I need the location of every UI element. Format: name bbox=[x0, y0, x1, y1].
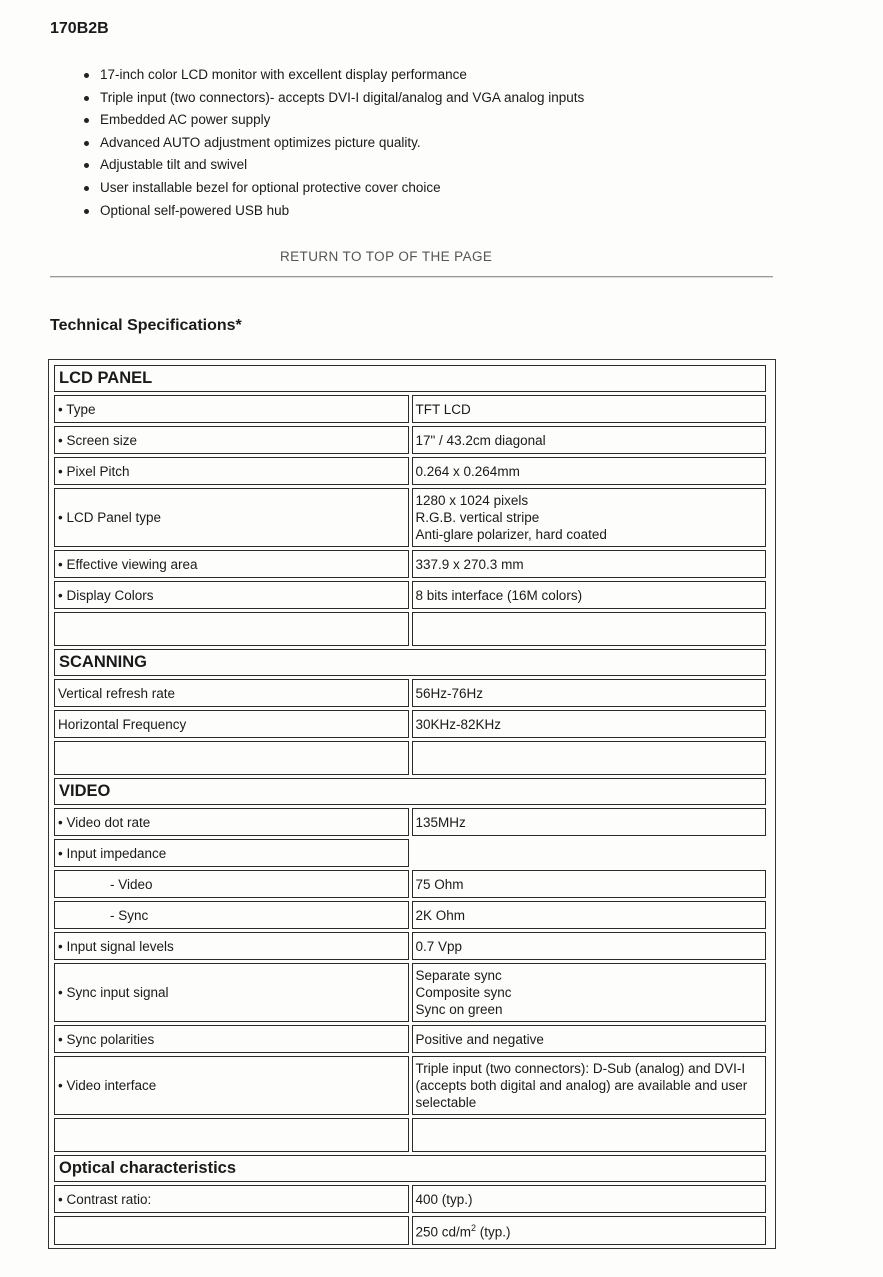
spec-label: • LCD Panel type bbox=[54, 488, 409, 547]
spec-row bbox=[54, 1216, 766, 1245]
spec-value: 400 (typ.) bbox=[412, 1185, 767, 1213]
spec-row bbox=[54, 457, 766, 485]
spec-row bbox=[54, 581, 766, 609]
spec-value: 56Hz-76Hz bbox=[412, 679, 767, 707]
spacer-row bbox=[54, 741, 766, 775]
spec-label: • Pixel Pitch bbox=[54, 457, 409, 485]
empty-cell bbox=[54, 741, 409, 775]
empty-cell bbox=[54, 1118, 409, 1152]
spec-row bbox=[54, 1056, 766, 1115]
model-title: 170B2B bbox=[50, 20, 109, 37]
spacer-row bbox=[54, 612, 766, 646]
specs-heading: Technical Specifications* bbox=[50, 317, 242, 334]
spec-label: • Contrast ratio: bbox=[54, 1185, 409, 1213]
divider bbox=[50, 276, 773, 278]
spec-label: - Video bbox=[54, 870, 409, 898]
spec-value: 337.9 x 270.3 mm bbox=[412, 550, 767, 578]
return-to-top-link[interactable]: RETURN TO TOP OF THE PAGE bbox=[280, 249, 493, 264]
spec-value: 2K Ohm bbox=[412, 901, 767, 929]
spec-table-frame bbox=[48, 359, 776, 1249]
empty-cell bbox=[412, 741, 767, 775]
empty-cell bbox=[412, 1118, 767, 1152]
feature-item: Advanced AUTO adjustment optimizes picture quality. bbox=[82, 132, 584, 155]
spec-label: • Video dot rate bbox=[54, 808, 409, 836]
spec-value bbox=[412, 1216, 767, 1245]
spec-value: 17" / 43.2cm diagonal bbox=[412, 426, 767, 454]
spec-label: • Video interface bbox=[54, 1056, 409, 1115]
spec-row bbox=[54, 901, 766, 929]
spec-row bbox=[54, 679, 766, 707]
spec-label: • Type bbox=[54, 395, 409, 423]
spec-value: 8 bits interface (16M colors) bbox=[412, 581, 767, 609]
feature-item: User installable bezel for optional protective cover choice bbox=[82, 177, 584, 200]
spec-value: 75 Ohm bbox=[412, 870, 767, 898]
luminance-suffix: (typ.) bbox=[476, 1224, 511, 1240]
section-header-optical: Optical characteristics bbox=[54, 1155, 766, 1182]
spec-value: Triple input (two connectors): D-Sub (analog) and DVI-I (accepts both digital and analog) are available and user selectable bbox=[412, 1056, 767, 1115]
spec-label: • Effective viewing area bbox=[54, 550, 409, 578]
spec-table bbox=[51, 362, 769, 1248]
spacer-row bbox=[54, 1118, 766, 1152]
spec-label: • Input signal levels bbox=[54, 932, 409, 960]
spec-row bbox=[54, 710, 766, 738]
section-header-lcd-panel: LCD PANEL bbox=[54, 365, 766, 392]
spec-label: • Display Colors bbox=[54, 581, 409, 609]
spec-row bbox=[54, 839, 766, 867]
section-header-video: VIDEO bbox=[54, 778, 766, 805]
spec-label: • Sync input signal bbox=[54, 963, 409, 1022]
spec-row bbox=[54, 870, 766, 898]
spec-label: Vertical refresh rate bbox=[54, 679, 409, 707]
feature-item: Adjustable tilt and swivel bbox=[82, 154, 584, 177]
spec-label: • Input impedance bbox=[54, 839, 409, 867]
luminance-value: 250 cd/m bbox=[415, 1224, 472, 1240]
spec-value bbox=[412, 839, 767, 867]
spec-label: • Screen size bbox=[54, 426, 409, 454]
spec-label: • Sync polarities bbox=[54, 1025, 409, 1053]
spec-value: 135MHz bbox=[412, 808, 767, 836]
feature-list bbox=[82, 64, 584, 222]
spec-row bbox=[54, 1185, 766, 1213]
feature-item: Embedded AC power supply bbox=[82, 109, 584, 132]
feature-item: Optional self-powered USB hub bbox=[82, 200, 584, 223]
superscript: 2 bbox=[471, 1223, 477, 1233]
spec-value: 30KHz-82KHz bbox=[412, 710, 767, 738]
empty-cell bbox=[54, 612, 409, 646]
spec-value: TFT LCD bbox=[412, 395, 767, 423]
spec-value: 1280 x 1024 pixels R.G.B. vertical stripe Anti-glare polarizer, hard coated bbox=[412, 488, 767, 547]
spec-row bbox=[54, 808, 766, 836]
spec-row bbox=[54, 1025, 766, 1053]
spec-row bbox=[54, 963, 766, 1022]
spec-row bbox=[54, 395, 766, 423]
spec-row bbox=[54, 550, 766, 578]
spec-row bbox=[54, 488, 766, 547]
spec-value: 0.7 Vpp bbox=[412, 932, 767, 960]
spec-label: - Sync bbox=[54, 901, 409, 929]
empty-cell bbox=[412, 612, 767, 646]
spec-value: 0.264 x 0.264mm bbox=[412, 457, 767, 485]
feature-item: Triple input (two connectors)- accepts DVI-I digital/analog and VGA analog inputs bbox=[82, 87, 584, 110]
spec-label: Horizontal Frequency bbox=[54, 710, 409, 738]
spec-label bbox=[54, 1216, 409, 1245]
spec-row bbox=[54, 426, 766, 454]
feature-item: 17-inch color LCD monitor with excellent display performance bbox=[82, 64, 584, 87]
spec-row bbox=[54, 932, 766, 960]
spec-value: Separate sync Composite sync Sync on green bbox=[412, 963, 767, 1022]
section-header-scanning: SCANNING bbox=[54, 649, 766, 676]
spec-value: Positive and negative bbox=[412, 1025, 767, 1053]
